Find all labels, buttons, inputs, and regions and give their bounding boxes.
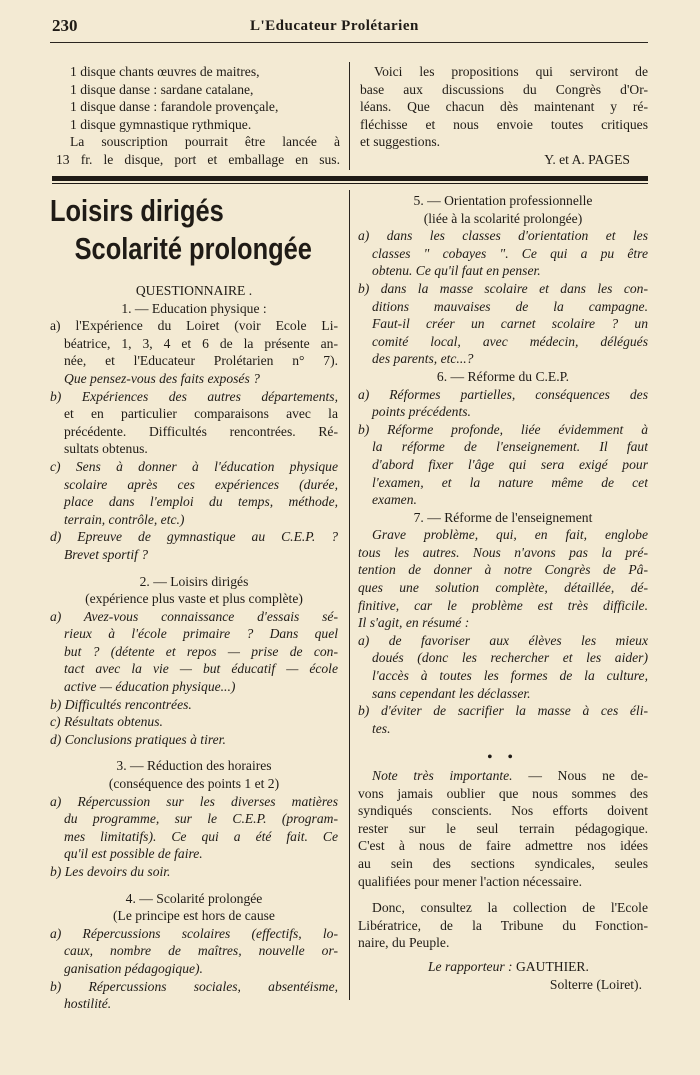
text-line: ditions mauvaises de la campagne. [372,298,648,314]
text-line: Grave problème, qui, en fait, englobe [372,527,648,543]
text-line: a) Répercussion sur les diverses matières [50,793,338,809]
note-label: Note très importante. [372,768,513,783]
rapporteur-place: Solterre (Loiret). [549,976,642,992]
text-line: examen. [372,492,417,508]
text-line: naire, du Peuple. [358,935,450,951]
article-title-line1: Loisirs dirigés [50,193,224,228]
text-line: Donc, consultez la collection de l'Ecole [372,900,648,916]
text-line: précédente. Difficultés rencontrées. Ré- [64,423,338,439]
section-heading: 7. — Réforme de l'enseignement [413,509,593,525]
article-title-line2: Scolarité prolongée [74,231,312,266]
section-heading: 4. — Scolarité prolongée [125,890,263,906]
text-line: 1 disque gymnastique rythmique. [70,116,252,132]
text-line: Libératrice, de la Tribune du Fonction- [358,917,648,933]
text-line: Voici les propositions qui serviront de [374,64,648,79]
questionnaire-label: QUESTIONNAIRE . [135,283,253,298]
signature: Y. et A. PAGES [544,151,630,167]
text-line: terrain, contrôle, etc.) [64,511,185,527]
section-subheading: (conséquence des points 1 et 2) [108,776,280,792]
text-line: base aux discussions du Congrès d'Or- [360,81,648,97]
left-column [50,192,338,1013]
text-line: léans. Que chacun dès maintenant y ré- [360,99,648,115]
text-line: d'abord fixer l'âge qui sera exigé pour [372,456,648,472]
text-line: tes. [372,720,391,736]
text-line: a) l'Expérience du Loiret (voir Ecole Li- [50,318,338,334]
text-line: but ? (détente et repos — prise de con- [64,643,338,659]
text-line: rester sur le seul terrain pédagogique. [358,820,648,836]
note-first-line [358,767,648,785]
text-line: b) Expériences des autres départements, [50,388,338,404]
text-line: 1 disque danse : farandole provençale, [70,99,279,115]
text-line: b) Les devoirs du soir. [50,864,171,879]
text-line: l'accès à toutes les formes de la culture, [372,668,648,684]
page-number: 230 [52,16,78,35]
text-line: des parents, etc...? [372,351,474,367]
text-line: classes " cobayes ". Ce qui a pu être [372,245,648,261]
text-line: au sein des sections syndicales, seules [358,855,648,871]
text-line: tact avec la vie — but éducatif — école [64,661,338,677]
text-line: la réforme de l'enseignement. Il faut [372,439,648,455]
column-divider-bottom [349,190,350,1000]
section-heading: 3. — Réduction des horaires [116,758,272,774]
running-head: L'Educateur Prolétarien [250,18,419,34]
section-subheading: (Le principe est hors de cause [113,908,275,924]
congress-intro [360,63,648,169]
text-line: d) Conclusions pratiques à tirer. [50,731,226,747]
text-line: et en particulier comparaisons avec la [64,406,338,422]
text-line: a) dans les classes d'orientation et les [358,228,648,244]
text-line: sans cependant les déclasser. [372,685,531,701]
text-line: Que pensez-vous des faits exposés ? [64,370,260,386]
text-line: l'examen, et la nature même de cet [372,474,648,490]
section-heading: 1. — Education physique : [121,300,267,316]
header-rule [50,42,648,43]
rapporteur-line [358,958,648,976]
section-heading: 6. — Réforme du C.E.P. [436,368,570,384]
text-line: et suggestions. [360,134,441,150]
text-line: née, et l'Educateur Prolétarien n° 7). [64,353,338,369]
text-line: doués (donc les rechercher et les aider) [372,650,648,666]
text-line: comité local, avec médecin, délégués [372,333,648,349]
right-column [358,192,648,993]
text-line: b) Difficultés rencontrées. [50,696,192,712]
text-line: fléchisse et nous envoie toutes critiques [360,116,648,132]
column-divider-top [349,62,350,170]
text-line: Brevet sportif ? [64,546,149,562]
text-line: 1 disque chants œuvres de maitres, [70,64,260,79]
text-line: caux, nombre de maîtres, nouvelle or- [64,943,338,959]
text-line: c) Sens à donner à l'éducation physique [50,458,338,474]
rapporteur-label: Le rapporteur : [428,958,513,974]
rapporteur-name: GAUTHIER. [512,958,589,974]
text-line: 1 disque danse : sardane catalane, [70,81,254,97]
text-line: active — éducation physique...) [64,679,236,695]
section-rule-thick [52,176,648,181]
text-line: qu'il est possible de faire. [64,846,203,862]
text-line: b) dans la masse scolaire et dans les con- [358,280,648,296]
section-separator: • • [487,750,519,766]
text-line: vons jamais oublier que nous sommes des [358,785,648,801]
text-line: rieux à l'école primaire ? Dans quel [64,626,338,642]
section-heading: 5. — Orientation professionnelle [413,193,593,208]
text-line: obtenu. Ce qu'il faut en penser. [372,263,541,279]
text-line: a) Réformes partielles, conséquences des [358,386,648,402]
text-line: syndiqués conscients. Nos efforts doivent [358,803,648,819]
section-subheading: (expérience plus vaste et plus complète) [85,591,303,607]
text-line: tous les autres. Nous n'avons pas la pré- [358,544,648,560]
text-line: finitive, car le problème est très difficile. [358,597,648,613]
text-line: La souscription pourrait être lancée à [70,134,340,150]
note-first-rest: — Nous ne de- [512,768,648,783]
text-line: béatrice, 1, 3, 4 et 6 de la présente an- [64,335,338,351]
text-line: place dans l'emploi du temps, méthode, [64,494,338,510]
text-line: hostilité. [64,996,112,1012]
text-line: c) Résultats obtenus. [50,714,163,730]
text-line: a) Répercussions scolaires (effectifs, lo- [50,925,338,941]
text-line: ganisation pédagogique). [64,960,203,976]
section-subheading: (liée à la scolarité prolongée) [423,210,583,226]
text-line: 13 fr. le disque, port et emballage en sus. [56,151,340,167]
text-line: b) Répercussions sociales, absentéisme, [50,978,338,994]
record-list [56,63,340,169]
text-line: points précédents. [372,404,471,420]
text-line: mes limitatifs). Ce qui a été fait. Ce [64,828,338,844]
text-line: d) Epreuve de gymnastique au C.E.P. ? [50,529,338,545]
text-line: scolaire après ces expériences (durée, [64,476,338,492]
section-heading: 2. — Loisirs dirigés [139,573,249,589]
section-rule-thin [52,183,648,184]
text-line: b) d'éviter de sacrifier la masse à ces éli- [358,703,648,719]
text-line: du programme, sur le C.E.P. (program- [64,811,338,827]
text-line: ques une solution complète, détaillée, dé- [358,580,648,596]
text-line: qualifiées pour mener l'action nécessaire. [358,873,583,889]
text-line: a) Avez-vous connaissance d'essais sé- [50,608,338,624]
text-line: a) de favoriser aux élèves les mieux [358,632,648,648]
text-line: tention de donner à notre Congrès de Pâ- [358,562,648,578]
text-line: Il s'agit, en résumé : [358,615,470,631]
text-line: sultats obtenus. [64,441,148,457]
text-line: C'est à nous de faire admettre nos idées [358,838,648,854]
text-line: Faut-il créer un carnet scolaire ? un [372,316,648,332]
text-line: b) Réforme profonde, liée évidemment à [358,421,648,437]
